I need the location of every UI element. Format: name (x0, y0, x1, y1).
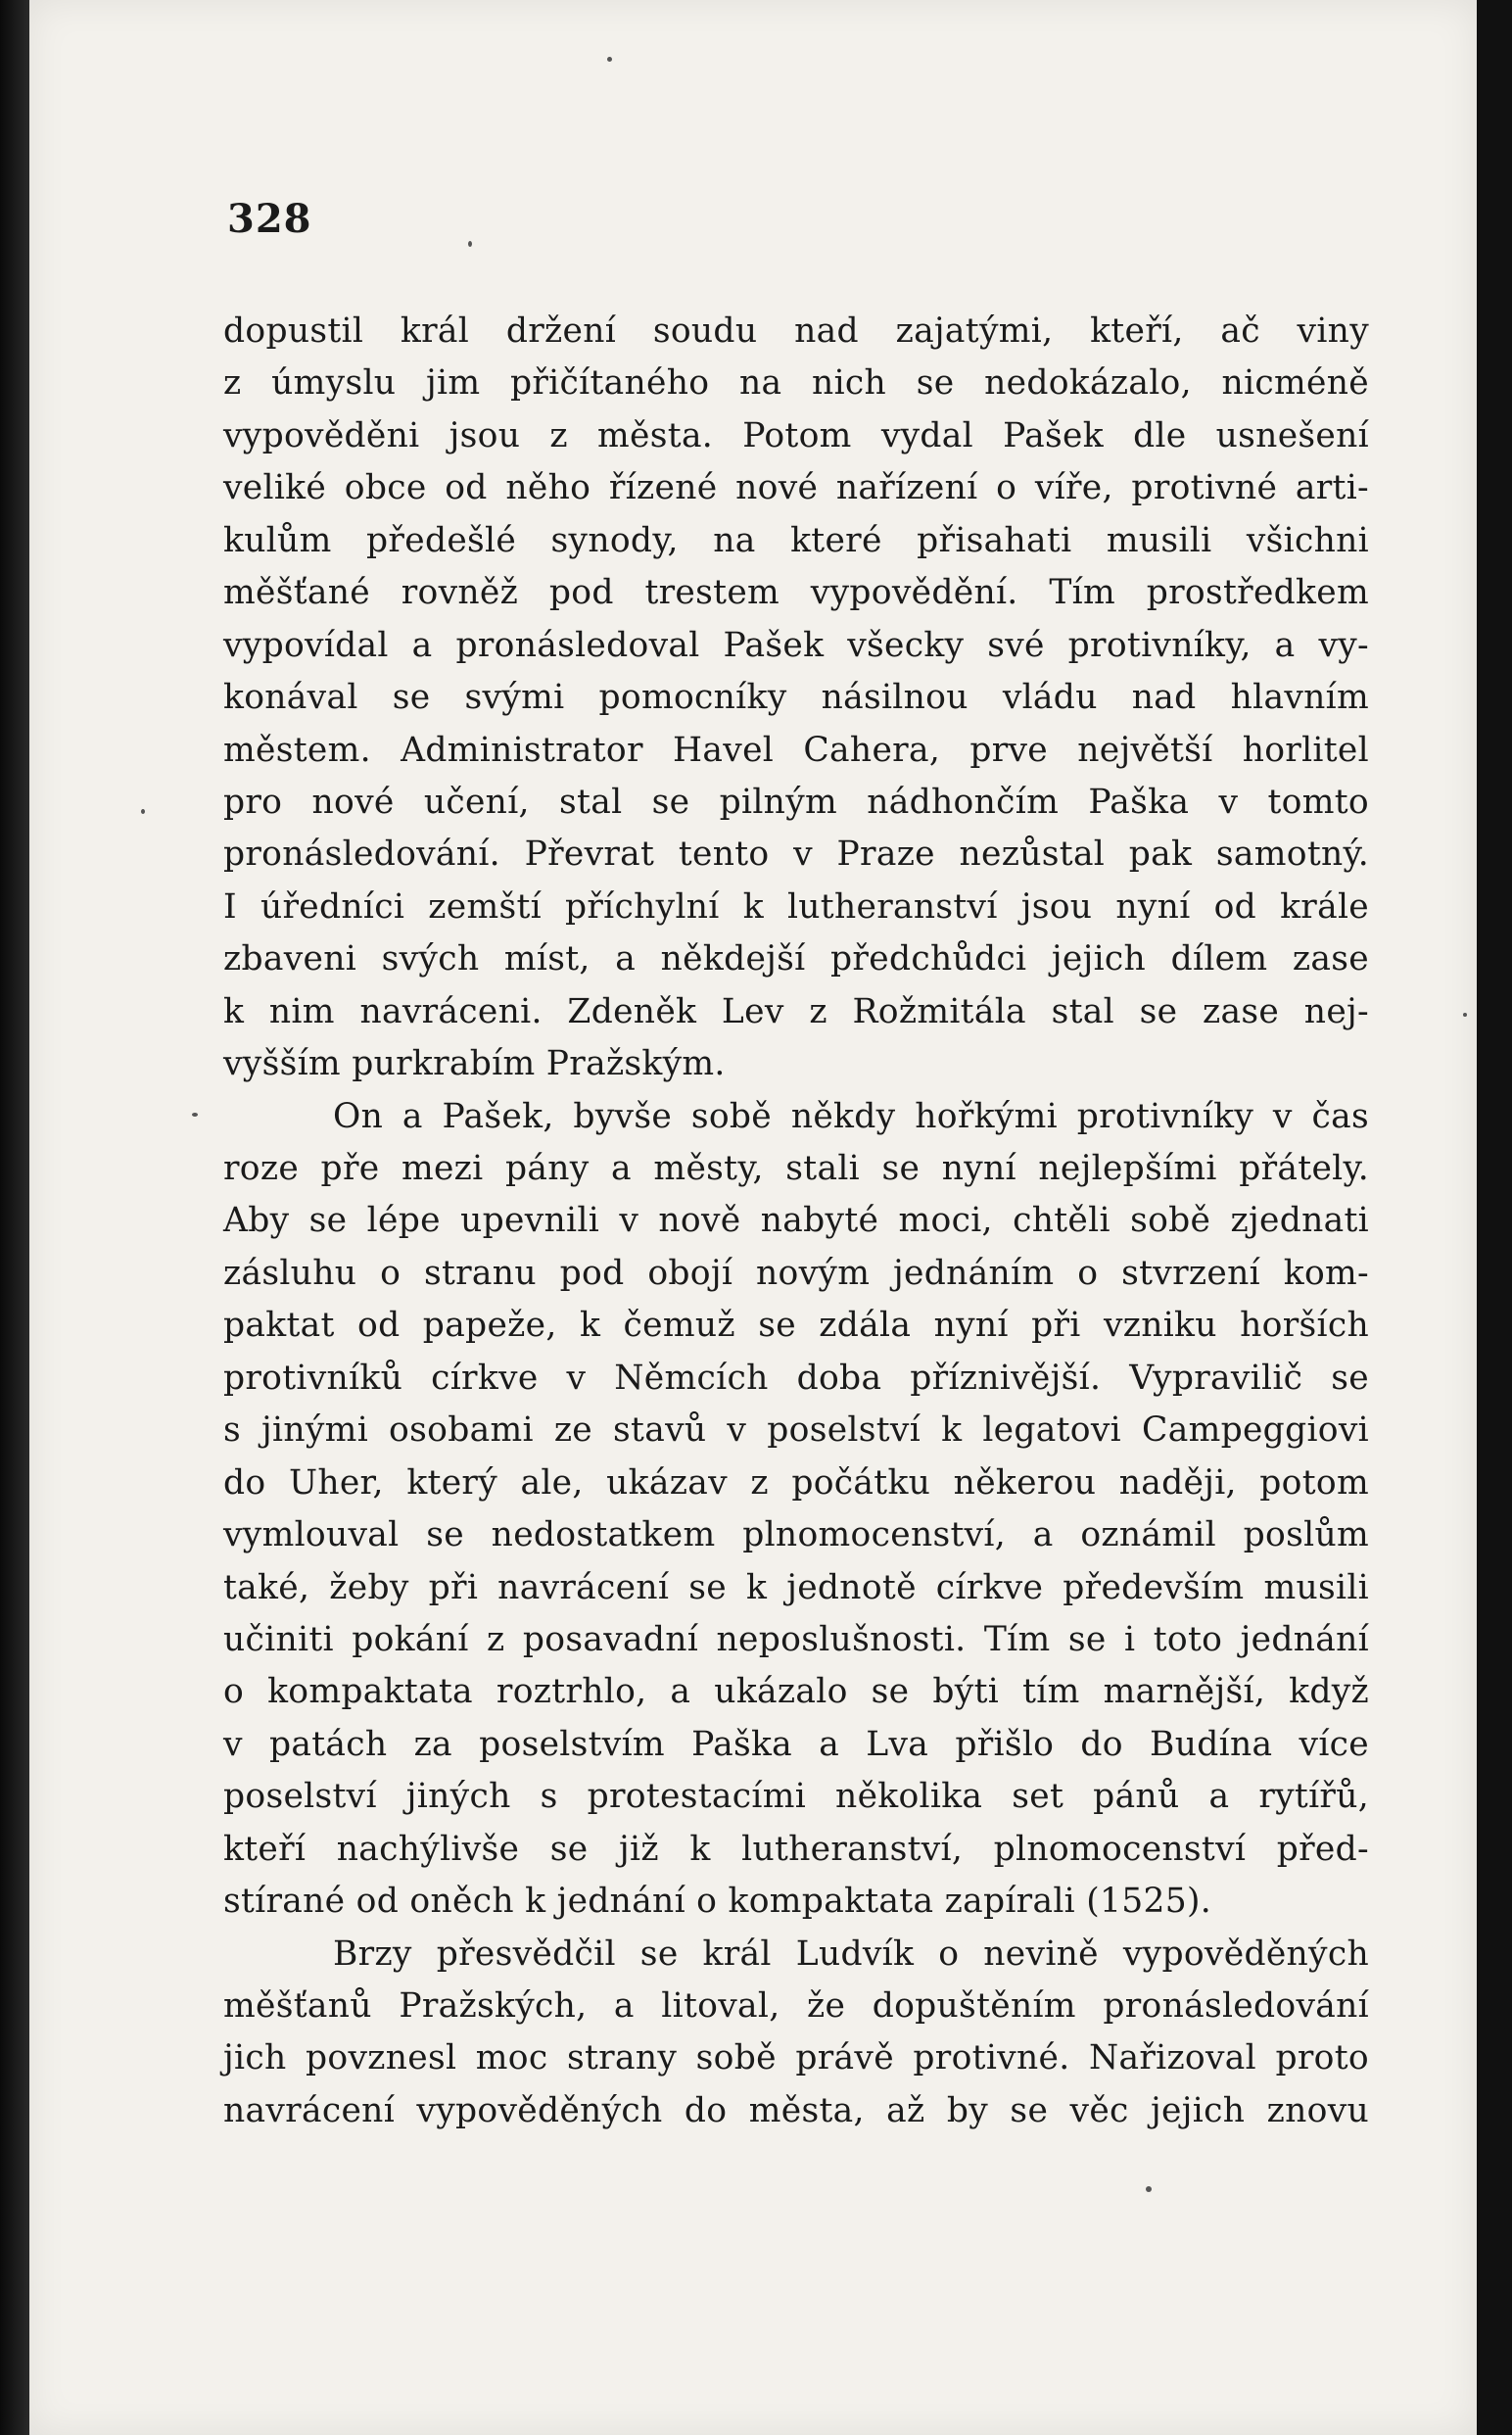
text-line: také, žeby při navrácení se k jednotě církve především musili (223, 1567, 1369, 1607)
text-line: Aby se lépe upevnili v nově nabyté moci, chtěli sobě zjednati (223, 1201, 1369, 1241)
text-line: v patách za poselstvím Paška a Lva přišlo do Budína více (223, 1724, 1369, 1764)
body-text (223, 306, 1369, 2137)
text-line: navrácení vypověděných do města, až by se věc jejich znovu (223, 2090, 1369, 2130)
text-line: měšťané rovněž pod trestem vypovědění. Tím prostředkem (223, 573, 1369, 613)
scan-left-edge (0, 0, 29, 2435)
ink-speck (1463, 1013, 1467, 1017)
text-line: jich povznesl moc strany sobě právě protivné. Nařizoval proto (223, 2038, 1369, 2078)
text-line: On a Pašek, byvše sobě někdy hořkými protivníky v čas (333, 1096, 1369, 1136)
text-line: pro nové učení, stal se pilným nádhončím Paška v tomto (223, 782, 1369, 822)
text-line: z úmyslu jim přičítaného na nich se nedokázalo, nicméně (223, 363, 1369, 404)
text-line: k nim navráceni. Zdeněk Lev z Rožmitála stal se zase nej- (223, 991, 1369, 1031)
text-line: kulům předešlé synody, na které přisahati musili všichni (223, 520, 1369, 560)
text-line: měšťanů Pražských, a litoval, že dopuštěním pronásledování (223, 1986, 1369, 2026)
text-line: vypovídal a pronásledoval Pašek všecky své protivníky, a vy- (223, 625, 1369, 665)
text-line: s jinými osobami ze stavů v poselství k legatovi Campeggiovi (223, 1410, 1369, 1451)
text-line: roze pře mezi pány a městy, stali se nyní nejlepšími přátely. (223, 1149, 1369, 1188)
text-line: veliké obce od něho řízené nové nařízení o víře, protivné arti- (223, 468, 1369, 508)
page-number: 328 (227, 196, 312, 242)
text-line: vypověděni jsou z města. Potom vydal Pašek dle usnešení (223, 415, 1369, 455)
scan-right-edge (1477, 0, 1512, 2435)
text-line: dopustil král držení soudu nad zajatými, kteří, ač viny (223, 311, 1369, 351)
text-line: poselství jiných s protestacími několika set pánů a rytířů, (223, 1777, 1369, 1817)
text-line: zásluhu o stranu pod obojí novým jednáním o stvrzení kom- (223, 1253, 1369, 1293)
text-line: vyšším purkrabím Pražským. (223, 1044, 726, 1084)
ink-speck (1146, 2186, 1152, 2192)
text-line: paktat od papeže, k čemuž se zdála nyní při vzniku horších (223, 1306, 1369, 1346)
text-line: I úředníci zemští příchylní k lutheranství jsou nyní od krále (223, 886, 1369, 927)
text-line: protivníků církve v Němcích doba příznivější. Vypravilič se (223, 1358, 1369, 1398)
text-line: o kompaktata roztrhlo, a ukázalo se býti tím marnější, když (223, 1672, 1369, 1712)
text-line: vymlouval se nedostatkem plnomocenství, a oznámil poslům (223, 1515, 1369, 1555)
text-line: stírané od oněch k jednání o kompaktata zapírali (1525). (223, 1882, 1212, 1922)
ink-speck (141, 809, 145, 814)
text-line: konával se svými pomocníky násilnou vládu nad hlavním (223, 678, 1369, 718)
text-line: do Uher, který ale, ukázav z počátku někerou naději, potom (223, 1462, 1369, 1503)
ink-speck (468, 241, 472, 247)
text-line: městem. Administrator Havel Cahera, prve největší horlitel (223, 730, 1369, 770)
text-line: učiniti pokání z posavadní neposlušnosti. Tím se i toto jednání (223, 1619, 1369, 1659)
text-line: zbaveni svých míst, a někdejší předchůdci jejich dílem zase (223, 939, 1369, 979)
text-line: pronásledování. Převrat tento v Praze nezůstal pak samotný. (223, 835, 1369, 875)
ink-speck (607, 57, 612, 62)
text-line: Brzy přesvědčil se král Ludvík o nevině vypověděných (333, 1934, 1369, 1974)
ink-speck (192, 1113, 198, 1117)
text-line: kteří nachýlivše se již k lutheranství, plnomocenství před- (223, 1829, 1369, 1869)
